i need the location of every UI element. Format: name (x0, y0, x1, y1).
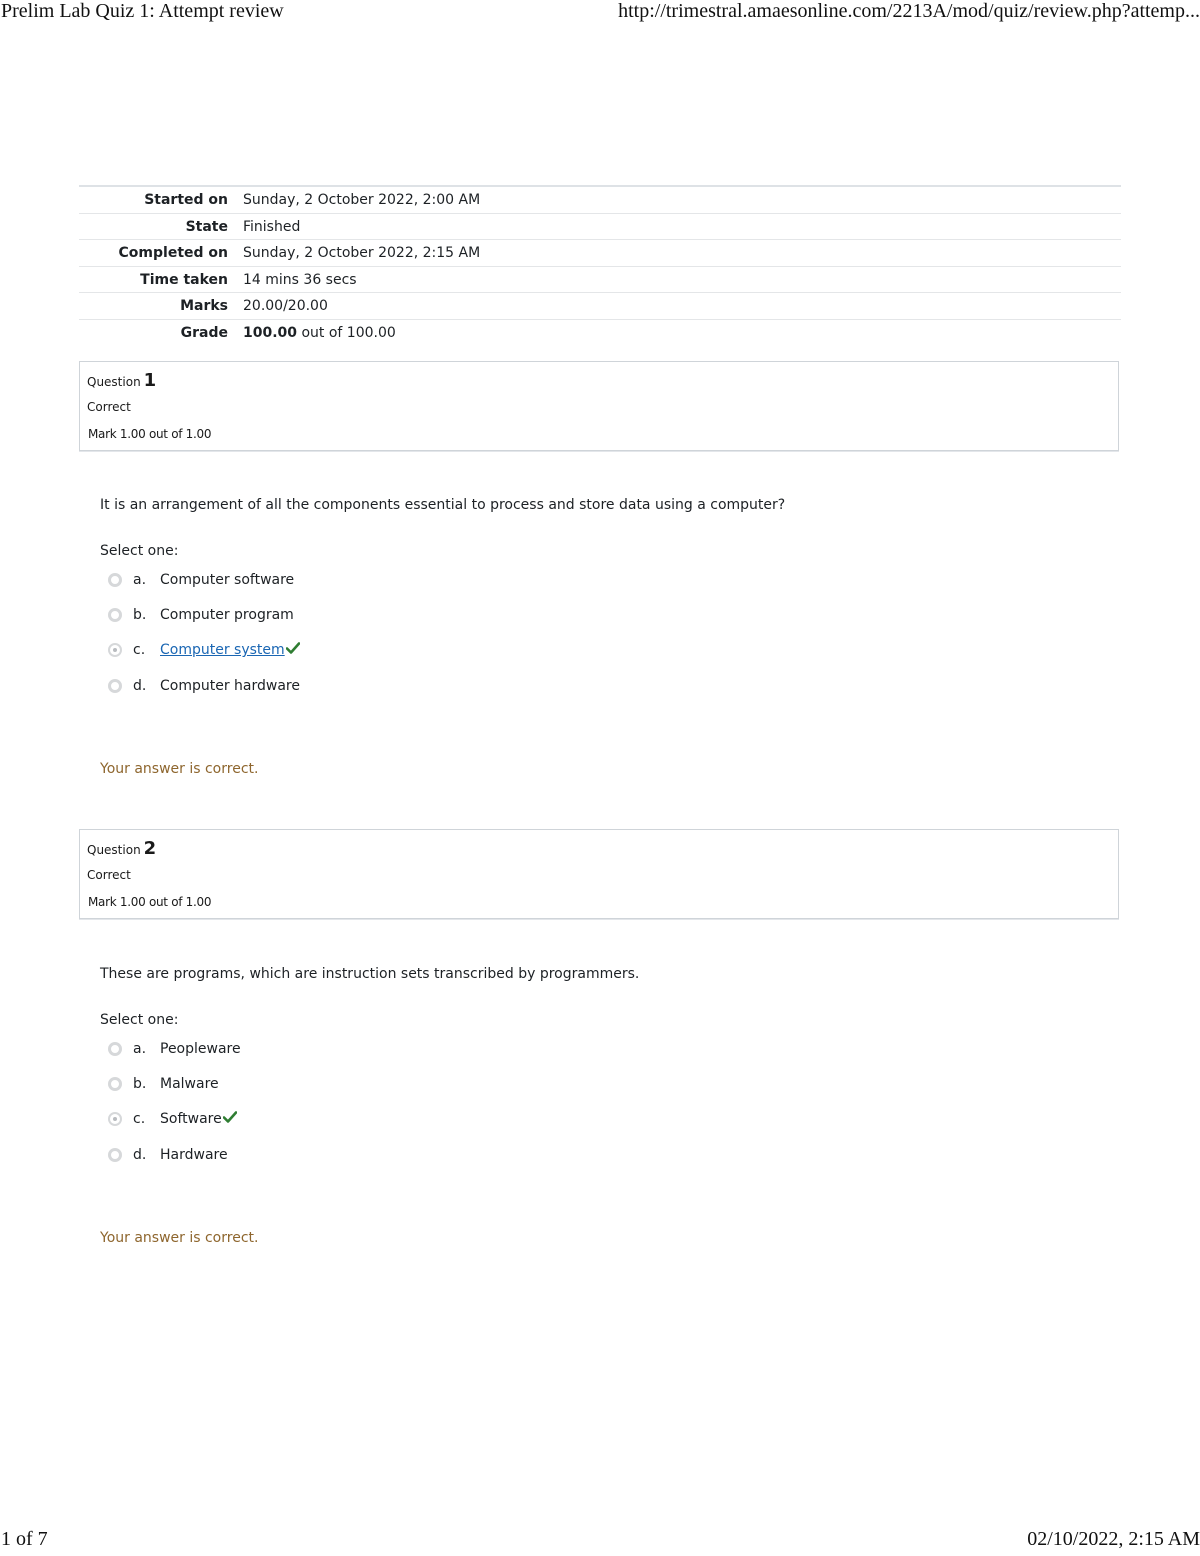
option-text: Malware (160, 1076, 219, 1092)
question-text: It is an arrangement of all the components essential to process and store data using a computer? (100, 497, 786, 513)
question-info-box (79, 829, 1119, 919)
summary-value: Sunday, 2 October 2022, 2:15 AM (243, 245, 481, 261)
summary-label: Time taken (140, 271, 228, 288)
summary-label: Grade (180, 324, 228, 341)
print-footer (0, 1528, 1200, 1556)
radio-icon[interactable] (108, 573, 122, 587)
option-text: Peopleware (160, 1041, 241, 1057)
question-state: Correct (87, 400, 131, 414)
summary-value (243, 320, 396, 346)
check-icon (286, 642, 300, 654)
radio-icon[interactable] (108, 643, 122, 657)
option-text: Computer software (160, 572, 295, 588)
summary-row-state (79, 214, 1121, 241)
summary-value: 20.00/20.00 (243, 298, 328, 314)
radio-icon[interactable] (108, 1148, 122, 1162)
summary-label: Completed on (118, 245, 228, 261)
grade-value: 100.00 (243, 324, 298, 341)
attempt-summary-table (79, 185, 1121, 345)
question-text: These are programs, which are instruction sets transcribed by programmers. (100, 966, 640, 982)
question-prefix: Question (87, 375, 141, 389)
option-letter: c. (133, 1111, 146, 1127)
radio-icon[interactable] (108, 1112, 122, 1126)
option-letter: a. (133, 1041, 147, 1057)
option-label: Software (160, 1111, 222, 1127)
radio-icon[interactable] (108, 679, 122, 693)
page-url: http://trimestral.amaesonline.com/2213A/mod/quiz/review.php?attemp... (618, 0, 1200, 22)
option-text: Computer program (160, 607, 294, 623)
option-text-selected (160, 1111, 237, 1127)
summary-row-started (79, 187, 1121, 214)
select-one-prompt: Select one: (100, 1012, 179, 1028)
radio-icon[interactable] (108, 608, 122, 622)
page-title: Prelim Lab Quiz 1: Attempt review (1, 0, 284, 22)
select-one-prompt: Select one: (100, 543, 179, 559)
option-letter: d. (133, 1147, 147, 1163)
option-letter: a. (133, 572, 147, 588)
question-number-value: 1 (143, 370, 157, 391)
grade-out-of: out of 100.00 (297, 324, 396, 341)
option-letter: b. (133, 607, 147, 623)
summary-row-marks (79, 293, 1121, 320)
option-text: Hardware (160, 1147, 228, 1163)
summary-label: Marks (180, 298, 228, 314)
answer-feedback: Your answer is correct. (100, 1230, 259, 1246)
check-icon (223, 1111, 237, 1123)
summary-label: Started on (144, 192, 228, 208)
question-state: Correct (87, 868, 131, 882)
summary-label: State (185, 218, 228, 235)
summary-row-completed (79, 240, 1121, 267)
option-letter: d. (133, 678, 147, 694)
page-count: 1 of 7 (1, 1528, 48, 1550)
question-number (87, 370, 156, 391)
summary-value: Finished (243, 218, 301, 235)
summary-row-time-taken (79, 267, 1121, 294)
question-number (87, 838, 156, 859)
radio-icon[interactable] (108, 1042, 122, 1056)
option-letter: b. (133, 1076, 147, 1092)
question-number-value: 2 (143, 838, 157, 859)
option-text: Computer hardware (160, 678, 300, 694)
answer-feedback: Your answer is correct. (100, 761, 259, 777)
print-datetime: 02/10/2022, 2:15 AM (1027, 1528, 1200, 1550)
question-info-box (79, 361, 1119, 451)
summary-row-grade (79, 320, 1121, 346)
radio-icon[interactable] (108, 1077, 122, 1091)
option-text-selected[interactable] (160, 642, 300, 658)
option-link[interactable]: Computer system (160, 642, 285, 658)
print-header (0, 0, 1200, 28)
question-mark: Mark 1.00 out of 1.00 (88, 895, 212, 909)
summary-value: Sunday, 2 October 2022, 2:00 AM (243, 192, 481, 208)
option-letter: c. (133, 642, 146, 658)
question-mark: Mark 1.00 out of 1.00 (88, 427, 212, 441)
summary-value: 14 mins 36 secs (243, 271, 357, 288)
question-prefix: Question (87, 843, 141, 857)
